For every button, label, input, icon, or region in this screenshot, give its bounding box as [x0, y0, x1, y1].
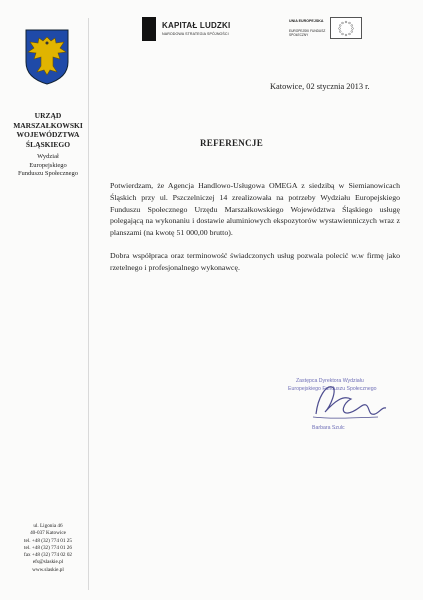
- eu-title: UNIA EUROPEJSKA: [289, 19, 324, 23]
- kapital-ludzki-mark-icon: [142, 17, 156, 41]
- department-block: [10, 153, 86, 179]
- department-line: Europejskiego: [29, 161, 67, 169]
- address-line: ul. Ligonia 46: [33, 523, 63, 529]
- official-stamp: [288, 373, 398, 435]
- eu-logo: [289, 17, 361, 41]
- address-line: www.slaskie.pl: [32, 566, 64, 573]
- letter-paragraph: Dobra współpraca oraz terminowość świadczonych usług pozwala polecić w.w firmę jako rzetelnego i profesjonalnego wykonawcę.: [110, 250, 400, 272]
- silesia-eagle-coat-of-arms-icon: [24, 28, 70, 86]
- address-line: tel. +48 (32) 774 01 25: [24, 537, 72, 544]
- eu-subtitle: EUROPEJSKI FUNDUSZ SPOŁECZNY: [289, 29, 326, 38]
- kapital-ludzki-title: KAPITAŁ LUDZKI: [162, 21, 231, 30]
- letter-date: Katowice, 02 stycznia 2013 r.: [270, 82, 370, 91]
- department-line: Funduszu Społecznego: [17, 170, 79, 177]
- address-line: tel. +48 (32) 774 01 26: [24, 544, 72, 551]
- letter-title: REFERENCJE: [200, 138, 264, 148]
- stamp-line: Europejskiego Funduszu Społecznego: [288, 386, 377, 392]
- stamp-line: Barbara Szulc: [312, 425, 345, 431]
- address-line: fax +48 (32) 774 02 02: [23, 552, 73, 559]
- sidebar-divider: [88, 18, 89, 590]
- signature-icon: [308, 379, 390, 427]
- letter-body: [110, 180, 400, 285]
- eu-flag-icon: [330, 17, 362, 39]
- letter-paragraph: Potwierdzam, że Agencja Handlowo-Usługowa OMEGA z siedzibą w Siemianowicach Śląskich przy ul. Pszczelniczej 14 zrealizowała na potrzeby Wydziału Europejskiego Funduszu Społecznego Urzędu Marszałkowskiego Województwa Śląskiego usługę polegającą na wykonaniu i dostawie aluminiowych ekspozytorów wystawienniczych wraz z planszami (na kwotę 51 000,00 brutto).: [110, 181, 400, 238]
- address-line: 40-037 Katowice: [30, 530, 66, 537]
- office-name-line: URZĄD MARSZAŁKOWSKI: [13, 111, 83, 130]
- issuing-office-block: [10, 111, 86, 179]
- kapital-ludzki-subtitle: NARODOWA STRATEGIA SPÓJNOŚCI: [162, 32, 229, 36]
- office-name-line: WOJEWÓDZTWA: [16, 130, 80, 139]
- stamp-line: Zastępca Dyrektora Wydziału: [296, 378, 364, 384]
- department-line: Wydział: [37, 153, 59, 160]
- office-address-block: [12, 523, 84, 574]
- address-line: efs@slaskie.pl: [32, 559, 64, 566]
- office-name-line: ŚLĄSKIEGO: [25, 139, 71, 149]
- kapital-ludzki-logo: [142, 17, 252, 45]
